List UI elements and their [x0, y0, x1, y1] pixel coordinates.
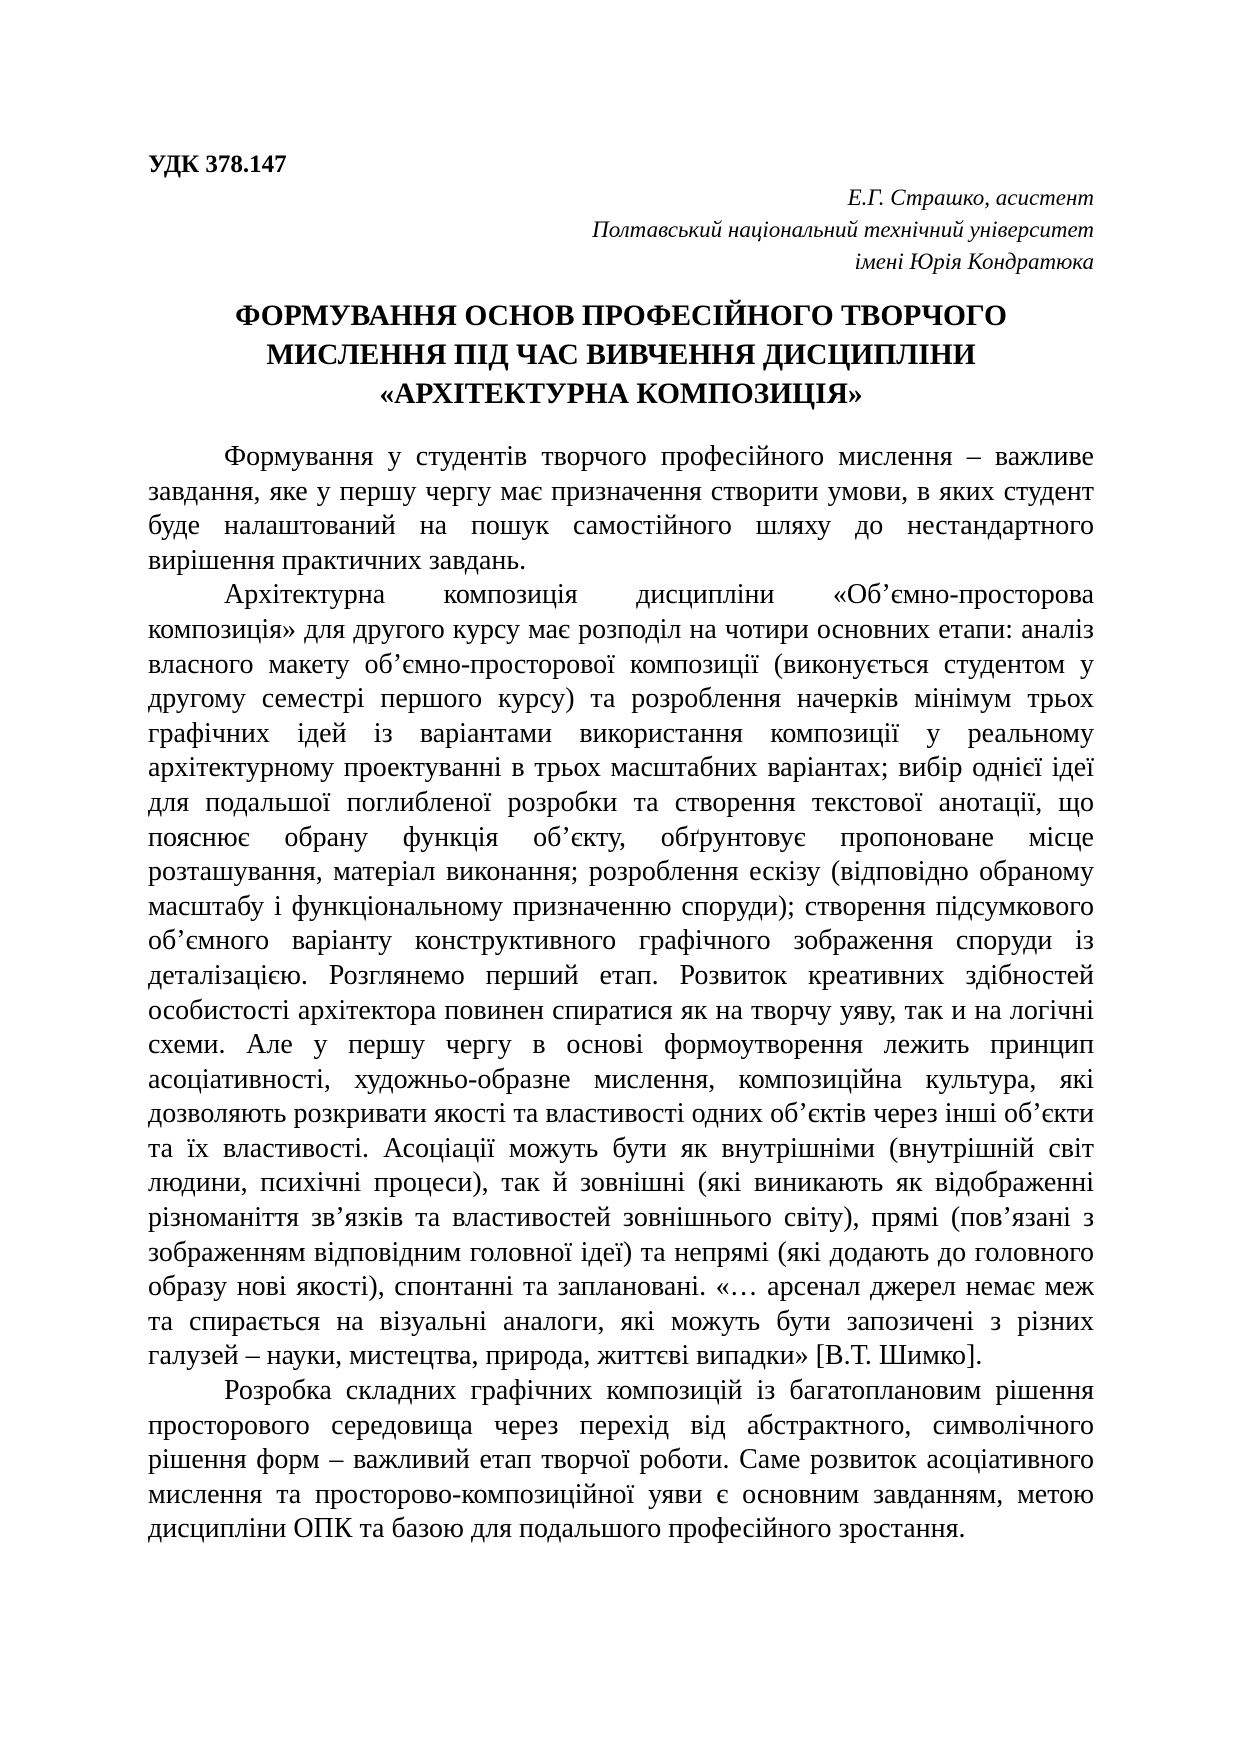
title-line-2: МИСЛЕННЯ ПІД ЧАС ВИВЧЕННЯ ДИСЦИПЛІНИ	[266, 339, 976, 371]
author-block	[148, 182, 1094, 278]
article-body	[148, 440, 1094, 1547]
body-paragraph-1: Формування у студентів творчого професійного мислення – важливе завдання, яке у першу чергу має призначення створити умови, в яких студент буде налаштований на пошук самостійного шляху до нестандартного вирішення практичних завдань.	[148, 441, 1094, 576]
body-paragraph-3: Розробка складних графічних композицій із багатоплановим рішення просторового середовища через перехід від абстрактного, символічного рішення форм – важливий етап творчої роботи. Саме розвиток асоціативного мислення та просторово-композиційної уяви є основним завданням, метою дисципліни ОПК та базою для подальшого професійного зростання.	[148, 1375, 1094, 1545]
affiliation-line-2: імені Юрія Кондратюка	[854, 249, 1094, 274]
title-line-3: «АРХІТЕКТУРНА КОМПОЗИЦІЯ»	[379, 378, 863, 410]
document-page	[148, 0, 1094, 1754]
body-paragraph-2: Архітектурна композиція дисципліни «Об’ємно-просторова композиція» для другого курсу має розподіл на чотири основних етапи: аналіз власного макету об’ємно-просторової композиції (виконується студентом у другому семестрі першого курсу) та розроблення начерків мінімум трьох графічних ідей із варіантами використання композиції у реальному архітектурному проектуванні в трьох масштабних варіантах; вибір однієї ідеї для подальшої поглибленої розробки та створення текстової анотації, що пояснює обрану функція об’єкту, обґрунтовує пропоноване місце розташування, матеріал виконання; розроблення ескізу (відповідно обраному масштабу і функціональному призначенню споруди); створення підсумкового об’ємного варіанту конструктивного графічного зображення споруди із деталізацією. Розглянемо перший етап. Розвиток креативних здібностей особистості архітектора повинен спиратися як на творчу уяву, так и на логічні схеми. Але у першу чергу в основі формоутворення лежить принцип асоціативності, художньо-образне мислення, композиційна культура, які дозволяють розкривати якості та властивості одних об’єктів через інші об’єкти та їх властивості. Асоціації можуть бути як внутрішніми (внутрішній світ людини, психічні процеси), так й зовнішні (які виникають як відображенні різноманіття зв’язків та властивостей зовнішнього світу), прямі (пов’язані з зображенням відповідним головної ідеї) та непрямі (які додають до головного образу нові якості), спонтанні та заплановані. «… арсенал джерел немає меж та спирається на візуальні аналоги, які можуть бути запозичені з різних галузей – науки, мистецтва, природа, життєві випадки» [В.Т. Шимко].	[148, 579, 1094, 1372]
author-name: Е.Г. Страшко, асистент	[847, 185, 1094, 210]
affiliation-line-1: Полтавський національний технічний університет	[592, 217, 1094, 242]
udk-code: УДК 378.147	[148, 151, 287, 178]
title-line-1: ФОРМУВАННЯ ОСНОВ ПРОФЕСІЙНОГО ТВОРЧОГО	[235, 300, 1007, 332]
article-title	[148, 297, 1094, 414]
